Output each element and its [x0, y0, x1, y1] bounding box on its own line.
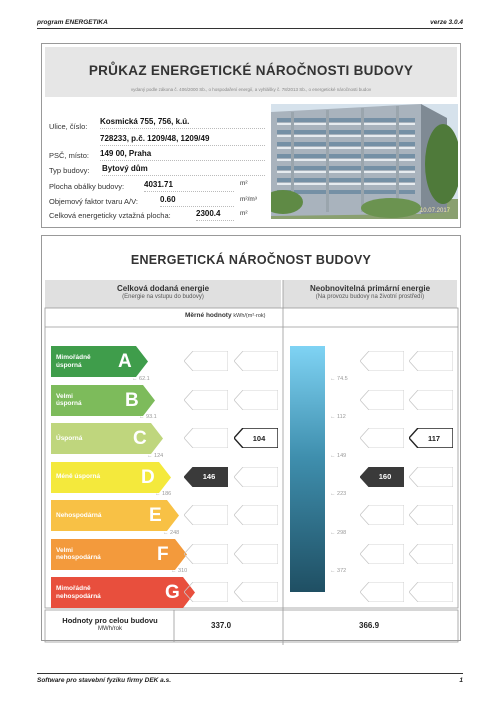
empty-class-marker — [409, 582, 453, 602]
empty-class-marker — [409, 467, 453, 487]
class-label-g: Mimořádně nehospodárná — [56, 585, 101, 600]
primary-energy-subtitle: (Na provozu budovy na životní prostředí) — [315, 294, 425, 300]
delivered-energy-title: Celková dodaná energie — [116, 284, 210, 293]
class-letter-a: A — [118, 351, 132, 372]
specific-values-label: Měrné hodnoty — [185, 312, 232, 319]
class-arrow-e — [51, 500, 179, 531]
factor-unit: m²/m³ — [240, 196, 257, 203]
empty-class-marker — [234, 582, 278, 602]
threshold-left-3: ← 124 — [147, 452, 164, 459]
empty-class-marker — [360, 582, 404, 602]
class-label-d: Méně úsporná — [56, 473, 101, 481]
area-label: Plocha obálky budovy: — [49, 182, 125, 191]
class-label-e: Nehospodárná — [56, 511, 102, 519]
threshold-left-1: ← 62.1 — [132, 375, 150, 382]
class-arrow-b — [51, 385, 155, 416]
class-label-a: Mimořádně úsporná — [56, 354, 91, 369]
type-label: Typ budovy: — [49, 166, 90, 175]
empty-class-marker — [234, 544, 278, 564]
threshold-right-5: ← 298 — [330, 529, 347, 536]
software-credit: Software pro stavební fyziku firmy DEK a.s. — [37, 677, 172, 684]
class-label-c: Úsporná — [56, 434, 83, 442]
empty-class-marker — [360, 390, 404, 410]
photo-date-stamp: 10.07.2017 — [419, 208, 450, 214]
class-label-f: Velmi nehospodárná — [56, 546, 101, 561]
reference-value-marker: 104 — [234, 428, 278, 448]
energy-performance-title: ENERGETICKÁ NÁROČNOST BUDOVY — [130, 253, 372, 267]
actual-value-marker: 146 — [184, 467, 228, 487]
floor-area-unit: m² — [240, 210, 248, 217]
class-arrow-g — [51, 577, 195, 608]
street-value-1: Kosmická 755, 756, k.ú. — [100, 117, 190, 126]
floor-area-value: 2300.4 — [196, 209, 221, 218]
threshold-right-2: ← 112 — [330, 414, 346, 420]
primary-energy-scale-bar — [290, 346, 325, 592]
empty-class-marker — [409, 544, 453, 564]
actual-value-marker: 160 — [360, 467, 404, 487]
totals-label: Hodnoty pro celou budovu — [62, 616, 158, 625]
threshold-left-5: ← 248 — [163, 529, 180, 536]
threshold-left-2: ← 93.1 — [139, 414, 157, 420]
threshold-left-4: ← 186 — [155, 491, 172, 497]
empty-class-marker — [409, 390, 453, 410]
empty-class-marker — [234, 467, 278, 487]
page-number: 1 — [459, 677, 463, 684]
totals-row-label — [50, 616, 170, 632]
threshold-right-1: ← 74.5 — [330, 375, 348, 382]
class-letter-f: F — [157, 543, 169, 565]
empty-class-marker — [409, 505, 453, 525]
class-arrow-d — [51, 462, 171, 493]
threshold-right-4: ← 223 — [330, 491, 347, 497]
empty-class-marker — [234, 351, 278, 371]
empty-class-marker — [360, 544, 404, 564]
psc-value: 149 00, Praha — [100, 149, 152, 158]
total-delivered-energy: 337.0 — [211, 621, 232, 630]
class-arrow-f — [51, 539, 187, 570]
document-footer — [37, 673, 463, 684]
class-letter-g: G — [165, 582, 180, 603]
program-version: verze 3.0.4 — [430, 19, 463, 26]
area-value: 4031.71 — [144, 180, 173, 189]
threshold-left-6: ← 310 — [171, 568, 188, 574]
class-letter-e: E — [149, 505, 162, 526]
delivered-energy-subtitle: (Energie na vstupu do budovy) — [122, 294, 204, 300]
factor-label: Objemový faktor tvaru A/V: — [49, 197, 138, 206]
empty-class-marker — [184, 428, 228, 448]
psc-label: PSČ, místo: — [49, 151, 90, 160]
empty-class-marker — [409, 351, 453, 371]
totals-unit: MWh/rok — [98, 626, 122, 632]
class-letter-d: D — [141, 466, 155, 488]
empty-class-marker — [360, 351, 404, 371]
reference-value-marker: 117 — [409, 428, 453, 448]
empty-class-marker — [184, 582, 228, 602]
factor-value: 0.60 — [160, 195, 176, 204]
certificate-subtitle: vydaný podle zákona č. 406/2000 Sb., o hospodaření energií, a vyhlášky č. 78/2013 Sb., o energetické náročnosti budov — [130, 87, 372, 92]
empty-class-marker — [234, 505, 278, 525]
total-primary-energy: 366.9 — [359, 621, 380, 630]
type-value: Bytový dům — [102, 164, 148, 173]
floor-area-label: Celková energeticky vztažná plocha: — [49, 211, 171, 220]
street-value-2: 728233, p.č. 1209/48, 1209/49 — [100, 134, 210, 143]
class-arrow-a — [51, 346, 148, 377]
empty-class-marker — [184, 351, 228, 371]
certificate-title: PRŮKAZ ENERGETICKÉ NÁROČNOSTI BUDOVY — [88, 63, 414, 78]
empty-class-marker — [360, 428, 404, 448]
class-letter-c: C — [133, 428, 147, 449]
primary-energy-title: Neobnovitelná primární energie — [309, 284, 431, 293]
program-name: program ENERGETIKA — [37, 19, 108, 26]
threshold-right-6: ← 372 — [330, 568, 347, 574]
empty-class-marker — [184, 505, 228, 525]
empty-class-marker — [234, 390, 278, 410]
empty-class-marker — [184, 544, 228, 564]
empty-class-marker — [360, 505, 404, 525]
threshold-right-3: ← 149 — [330, 452, 347, 459]
class-letter-b: B — [125, 389, 139, 411]
area-unit: m² — [240, 180, 248, 187]
class-label-b: Velmi úsporná — [56, 392, 82, 407]
empty-class-marker — [184, 390, 228, 410]
street-label: Ulice, číslo: — [49, 122, 88, 131]
class-arrow-c — [51, 423, 163, 454]
specific-values-unit: kWh/(m²·rok) — [233, 313, 266, 319]
